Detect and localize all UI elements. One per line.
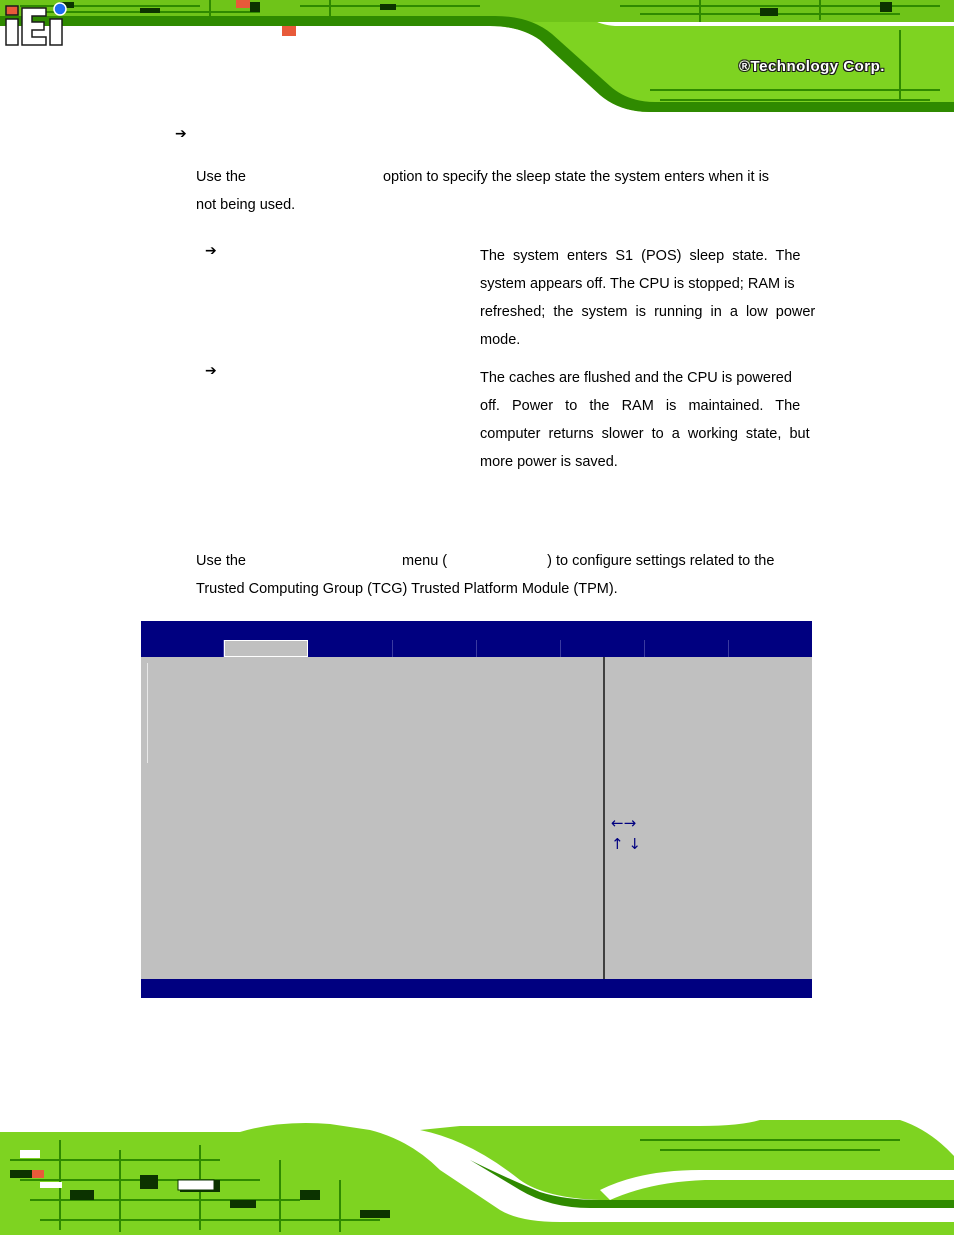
option1-description (480, 242, 820, 354)
up-down-arrows-icon: ↑ ↓ (611, 835, 641, 853)
option1-line: The system enters S1 (POS) sleep state. The (480, 248, 801, 264)
option1-line: mode. (480, 332, 521, 348)
header-banner (0, 0, 954, 112)
iei-logo-icon (0, 0, 70, 52)
intro-text-left: Use the (196, 169, 246, 185)
bios-tab[interactable] (729, 640, 812, 657)
bios-tab-active[interactable] (224, 640, 308, 657)
option2-line: more power is saved. (480, 454, 618, 470)
option2-line: off. Power to the RAM is maintained. The (480, 398, 801, 414)
intro-paragraph (196, 163, 816, 219)
option2-bullet-icon: ➔ (205, 363, 217, 379)
option1-bullet-icon: ➔ (205, 243, 217, 259)
bios-tab[interactable] (645, 640, 729, 657)
option1-line: system appears off. The CPU is stopped; RAM is (480, 276, 795, 292)
circuit-board-footer-art (0, 1120, 954, 1235)
section-bullet-icon: ➔ (175, 126, 187, 142)
tpm-paragraph (196, 547, 816, 603)
brand-tagline: ®Technology Corp. (739, 58, 885, 75)
left-right-arrows-icon: ←→ (611, 814, 637, 832)
bios-tab[interactable] (393, 640, 477, 657)
bios-settings-panel (141, 657, 603, 979)
option1-line: refreshed; the system is running in a low power (480, 304, 816, 320)
bios-tab[interactable] (561, 640, 645, 657)
tpm-text-menu: menu ( (401, 553, 448, 569)
bios-tab[interactable] (309, 640, 393, 657)
bios-tab[interactable] (477, 640, 561, 657)
bios-status-bar (141, 979, 812, 998)
bios-screen (141, 621, 812, 998)
bios-tab[interactable] (141, 640, 224, 657)
circuit-board-header-art (0, 0, 954, 112)
tpm-text-line2: Trusted Computing Group (TCG) Trusted Platform Module (TPM). (196, 581, 618, 597)
intro-text-right: option to specify the sleep state the system enters when it is (382, 169, 770, 185)
footer-banner (0, 1120, 954, 1235)
option2-line: The caches are flushed and the CPU is powered (480, 370, 792, 386)
intro-text-line2: not being used. (196, 197, 296, 213)
tpm-text-use: Use the (196, 553, 246, 569)
tpm-text-rest: ) to configure settings related to the (547, 553, 775, 569)
bios-panel-gutter (147, 663, 148, 763)
bios-title-bar (141, 621, 812, 638)
option2-description (480, 364, 820, 476)
option2-line: computer returns slower to a working state, but (480, 426, 810, 442)
bios-help-panel (605, 657, 812, 979)
